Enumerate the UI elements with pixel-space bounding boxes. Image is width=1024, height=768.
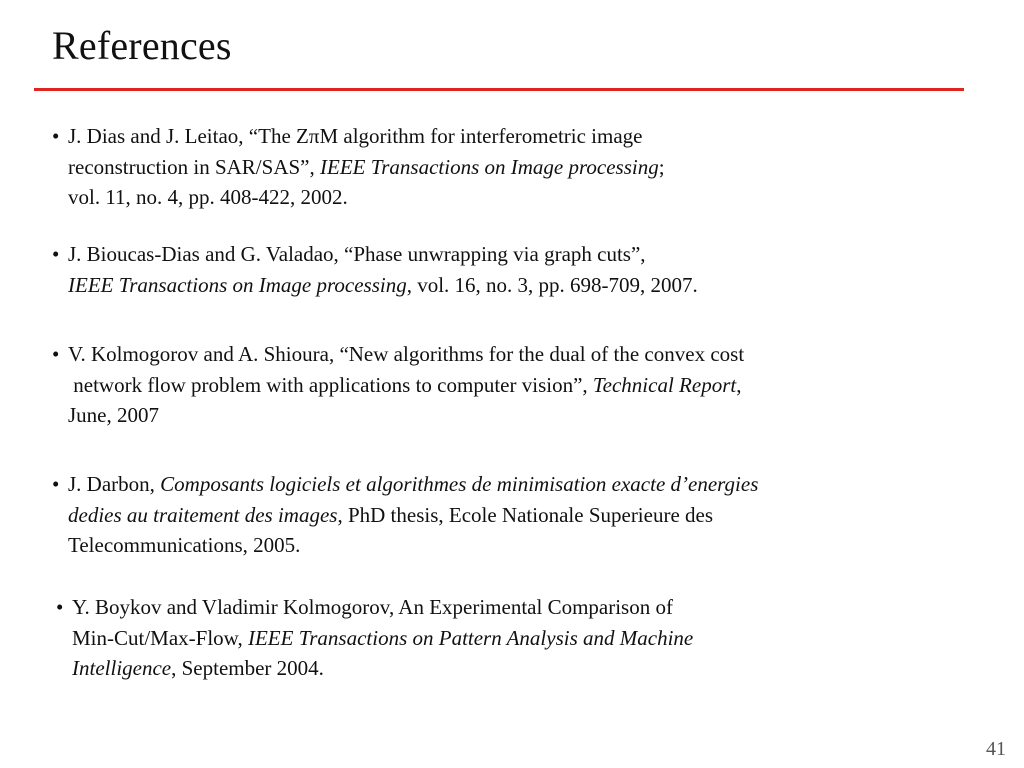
reference-line: June, 2007 [68,403,159,427]
reference-item [56,592,693,684]
reference-line: network flow problem with applications to computer vision”, Technical Report, [68,372,742,397]
thesis-title: Composants logiciels et algorithmes de minimisation exacte d’energies [160,472,759,496]
bullet-icon: • [52,342,60,366]
reference-line: dedies au traitement des images, PhD thesis, Ecole Nationale Superieure des [68,502,714,527]
bullet-icon: • [52,242,60,266]
reference-line: IEEE Transactions on Image processing, vol. 16, no. 3, pp. 698-709, 2007. [68,272,698,297]
reference-line: Intelligence, September 2004. [72,656,324,680]
reference-line: V. Kolmogorov and A. Shioura, “New algorithms for the dual of the convex cost [68,342,745,366]
reference-text [68,469,758,561]
reference-line: vol. 11, no. 4, pp. 408-422, 2002. [68,185,348,209]
reference-item [52,239,698,300]
reference-line: Min-Cut/Max-Flow, IEEE Transactions on Pattern Analysis and Machine [72,625,694,650]
slide-title: References [52,23,232,68]
reference-text [68,339,744,431]
thesis-title: dedies au traitement des images [68,502,338,527]
bullet-icon: • [52,124,60,148]
title-underline [34,88,964,91]
bullet-icon: • [52,472,60,496]
reference-text [72,592,693,684]
reference-line: J. Darbon, Composants logiciels et algorithmes de minimisation exacte d’energies [68,472,759,496]
bullet-icon: • [56,595,64,619]
journal-name: IEEE Transactions on Pattern Analysis and Machine [247,625,694,650]
report-type: Technical Report [592,372,737,397]
reference-line: reconstruction in SAR/SAS”, IEEE Transactions on Image processing; [68,154,665,179]
reference-line: Telecommunications, 2005. [68,533,301,557]
reference-line: Y. Boykov and Vladimir Kolmogorov, An Experimental Comparison of [72,595,673,619]
page-number: 41 [986,738,1006,760]
reference-item [52,339,744,431]
reference-item [52,469,758,561]
journal-name: Intelligence [72,656,172,680]
reference-text [68,121,665,213]
journal-name: IEEE Transactions on Image processing [68,272,407,297]
reference-line: J. Dias and J. Leitao, “The ZπM algorithm for interferometric image [68,124,643,148]
reference-text [68,239,698,300]
reference-line: J. Bioucas-Dias and G. Valadao, “Phase unwrapping via graph cuts”, [68,242,646,266]
reference-item [52,121,665,213]
journal-name: IEEE Transactions on Image processing [320,154,659,179]
